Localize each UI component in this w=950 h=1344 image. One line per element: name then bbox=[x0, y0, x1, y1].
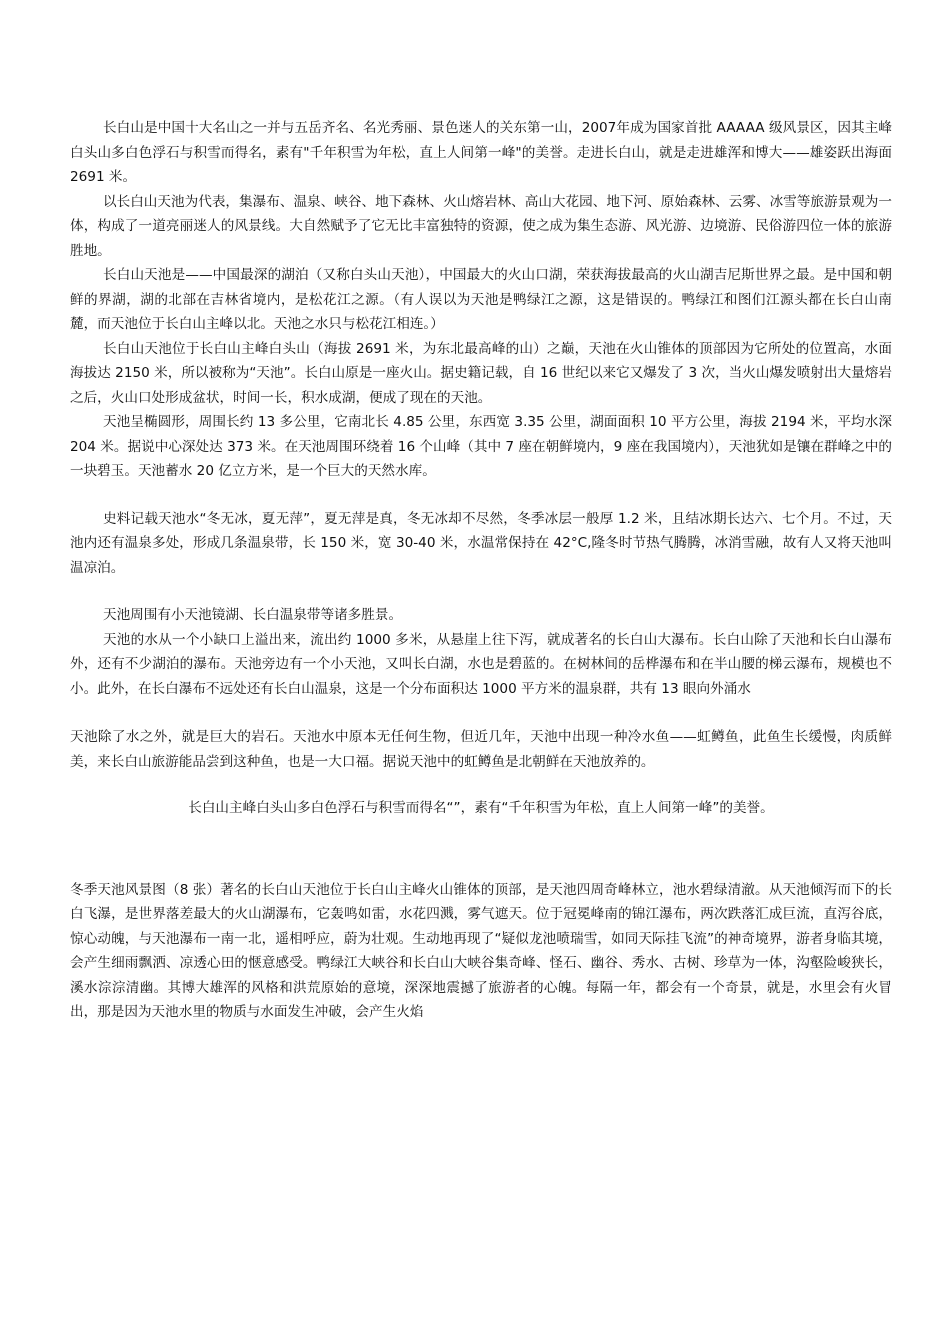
paragraph-centered-quote: 长白山主峰白头山多白色浮石与积雪而得名“”，素有“千年积雪为年松，直上人间第一峰”的美誉。 bbox=[188, 800, 774, 816]
paragraph-rocks-fish: 天池除了水之外，就是巨大的岩石。天池水中原本无任何生物，但近几年，天池中出现一种冷水鱼——虹鳟鱼，此鱼生长缓慢，肉质鲜美，来长白山旅游能品尝到这种鱼，也是一大口福。据说天池中的虹鳟鱼是北朝鲜在天池放养的。 bbox=[70, 729, 892, 770]
paragraph-tianchi-lake: 长白山天池是——中国最深的湖泊（又称白头山天池），中国最大的火山口湖，荣获海拔最高的火山湖吉尼斯世界之最。是中国和朝鲜的界湖，湖的北部在吉林省境内，是松花江之源。（有人误以为天池是鸭绿江之源，这是错误的。鸭绿江和图们江源头都在长白山南麓，而天池位于长白山主峰以北。天池之水只与松花江相连。） bbox=[70, 267, 892, 332]
paragraph-winter-scenery: 冬季天池风景图（8 张）著名的长白山天池位于长白山主峰火山锥体的顶部，是天池四周奇峰林立，池水碧绿清澈。从天池倾泻而下的长白飞瀑，是世界落差最大的火山湖瀑布，它轰鸣如雷，水花四溅，雾气遮天。位于冠冕峰南的锦江瀑布，两次跌落汇成巨流，直泻谷底，惊心动魄，与天池瀑布一南一北，遥相呼应，蔚为壮观。生动地再现了“疑似龙池喷瑞雪，如同天际挂飞流”的神奇境界，游者身临其境，会产生细雨飘洒、凉透心田的惬意感受。鸭绿江大峡谷和长白山大峡谷集奇峰、怪石、幽谷、秀水、古树、珍草为一体，沟壑险峻狭长，溪水淙淙清幽。其博大雄浑的风格和洪荒原始的意境，深深地震撼了旅游者的心魄。每隔一年，都会有一个奇景，就是，水里会有火冒出，那是因为天池水里的物质与水面发生冲破，会产生火焰 bbox=[70, 881, 892, 1020]
paragraph-tianchi-water: 史料记载天池水“冬无冰，夏无萍”，夏无萍是真，冬无冰却不尽然，冬季冰层一般厚 1.2 米，且结冰期长达六、七个月。不过，天池内还有温泉多处，形成几条温泉带，长 150 米，宽 30-40 米，水温常保持在 42°C,隆冬时节热气腾腾，冰消雪融，故有人又将天池叫温凉泊。 bbox=[70, 510, 892, 576]
paragraph-tianchi-location: 长白山天池位于长白山主峰白头山（海拔 2691 米，为东北最高峰的山）之巅，天池在火山锥体的顶部因为它所处的位置高，水面海拔达 2150 米，所以被称为“天池”。长白山原是一座火山。据史籍记载，自 16 世纪以来它又爆发了 3 次，当火山爆发喷射出大量熔岩之后，火山口处形成盆状，时间一长，积水成湖，便成了现在的天池。 bbox=[70, 340, 892, 406]
paragraph-tianchi-shape: 天池呈椭圆形，周围长约 13 多公里，它南北长 4.85 公里，东西宽 3.35 公里，湖面面积 10 平方公里，海拔 2194 米，平均水深 204 米。据说中心深处达 373 米。在天池周围环绕着 16 个山峰（其中 7 座在朝鲜境内，9 座在我国境内），天池犹如是镶在群峰之中的一块碧玉。天池蓄水 20 亿立方米，是一个巨大的天然水库。 bbox=[70, 414, 892, 479]
paragraph-waterfall: 天池的水从一个小缺口上溢出来，流出约 1000 多米，从悬崖上往下泻，就成著名的长白山大瀑布。长白山除了天池和长白山瀑布外，还有不少湖泊的瀑布。天池旁边有一个小天池，又叫长白湖，水也是碧蓝的。在树林间的岳桦瀑布和在半山腰的梯云瀑布，规模也不小。此外，在长白瀑布不远处还有长白山温泉，这是一个分布面积达 1000 平方米的温泉群，共有 13 眼向外涌水 bbox=[70, 631, 892, 697]
paragraph-nearby-sights: 天池周围有小天池镜湖、长白温泉带等诸多胜景。 bbox=[103, 607, 403, 623]
paragraph-scenery: 以长白山天池为代表，集瀑布、温泉、峡谷、地下森林、火山熔岩林、高山大花园、地下河、原始森林、云雾、冰雪等旅游景观为一体，构成了一道亮丽迷人的风景线。大自然赋予了它无比丰富独特的资源，使之成为集生态游、风光游、边境游、民俗游四位一体的旅游胜地。 bbox=[70, 193, 892, 259]
document-body bbox=[70, 116, 892, 1025]
paragraph-intro: 长白山是中国十大名山之一并与五岳齐名、名光秀丽、景色迷人的关东第一山，2007年成为国家首批 AAAAA 级风景区，因其主峰白头山多白色浮石与积雪而得名，素有"千年积雪为年松，直上人间第一峰"的美誉。走进长白山，就是走进雄浑和博大——雄姿跃出海面 2691 米。 bbox=[70, 120, 892, 185]
